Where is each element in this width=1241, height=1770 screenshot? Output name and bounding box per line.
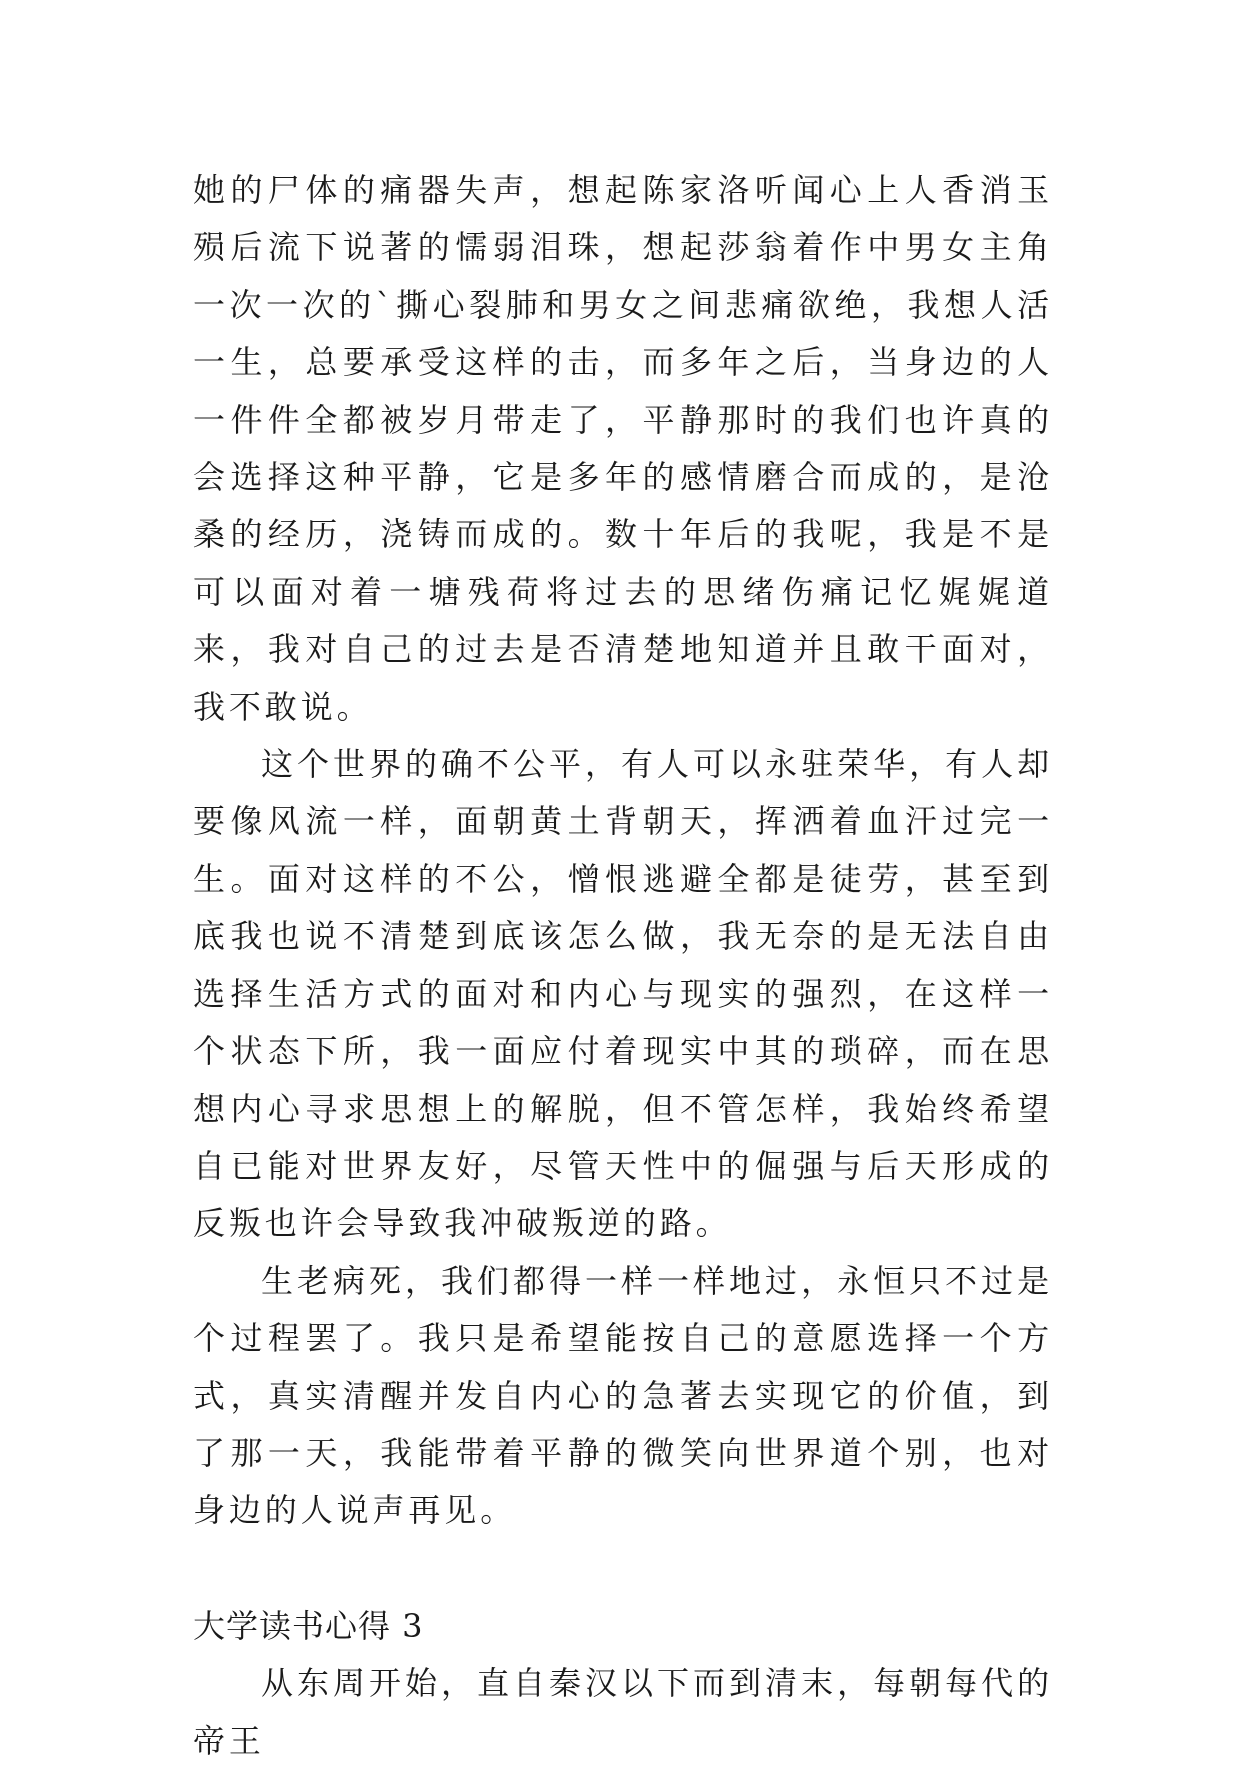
body-paragraph-2: 这个世界的确不公平，有人可以永驻荣华，有人却要像风流一样，面朝黄土背朝天，挥洒着血汗过完一生。面对这样的不公，憎恨逃避全都是徒劳，甚至到底我也说不清楚到底该怎么做，我无奈的是无法自由选择生活方式的面对和内心与现实的强烈，在这样一个状态下所，我一面应付着现实中其的琐碎，而在思想内心寻求思想上的解脱，但不管怎样，我始终希望自已能对世界友好，尽管天性中的倔强与后天形成的反叛也许会导致我冲破叛逆的路。: [193, 745, 1053, 1243]
body-paragraph-1: 她的尸体的痛器失声，想起陈家洛听闻心上人香消玉殒后流下说著的懦弱泪珠，想起莎翁着作中男女主角一次一次的`撕心裂肺和男女之间悲痛欲绝，我想人活一生，总要承受这样的击，而多年之后，当身边的人一件件全都被岁月带走了，平静那时的我们也许真的会选择这种平静，它是多年的感情磨合而成的，是沧桑的经历，浇铸而成的。数十年后的我呢，我是不是可以面对着一塘残荷将过去的思绪伤痛记忆娓娓道来，我对自己的过去是否清楚地知道并且敢干面对，我不敢说。: [193, 171, 1053, 726]
body-paragraph-3: 生老病死，我们都得一样一样地过，永恒只不过是个过程罢了。我只是希望能按自己的意愿选择一个方式，真实清醒并发自内心的急著去实现它的价值，到了那一天，我能带着平静的微笑向世界道个别，也对身边的人说声再见。: [193, 1261, 1053, 1530]
document-page: [193, 162, 1053, 1770]
section-paragraph: 从东周开始，直自秦汉以下而到清末，每朝每代的帝王: [193, 1664, 1053, 1760]
section-heading: 大学读书心得 3: [193, 1606, 424, 1645]
